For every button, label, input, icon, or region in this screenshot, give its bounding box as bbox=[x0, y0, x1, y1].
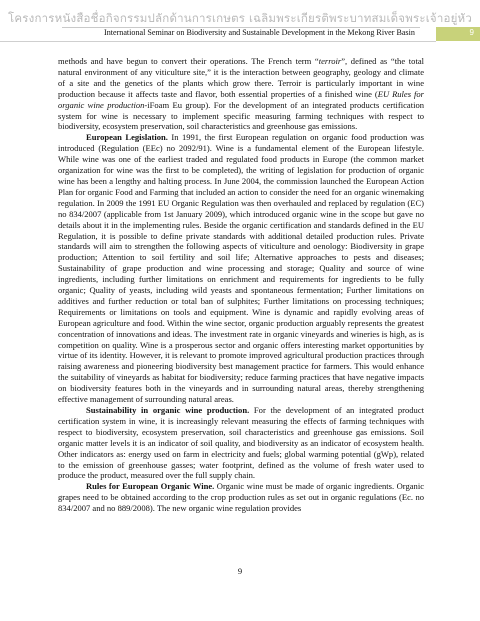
footer-page-number: 9 bbox=[237, 566, 243, 576]
paragraph-text: For the development of an integrated product certification system in wine, it is increasingly relevant measuring the effects of farming techniques with respect to biodiversity, ecosystem preservation, soil characteristics and greenhouse gas emissions. Soil organic matter levels it is an indicator of soil quality, and biodiversity as an indicator of ecosystem health. Other indicators as: energy used on farm in electricity and fuels; global warming potential (gWp), related to the emission of greenhouse gasses; water footprint, defined as the volume of fresh water used to produce the product, measured over the full supply chain. bbox=[58, 405, 424, 481]
section-heading: European Legislation. bbox=[86, 132, 168, 143]
section-heading: Rules for European Organic Wine. bbox=[86, 481, 215, 492]
term-terroir: terroir bbox=[318, 56, 342, 66]
header-seminar-title: International Seminar on Biodiversity and Sustainable Development in the Mekong River Basin bbox=[104, 28, 415, 37]
page-tab-number: 9 bbox=[469, 28, 474, 37]
paragraph-sustainability bbox=[58, 405, 424, 481]
paragraph-european-legislation bbox=[58, 132, 424, 405]
reference-title: EU Rules for organic wine production bbox=[58, 88, 424, 110]
paragraph-text: methods and have begun to convert their operations. The French term “ bbox=[58, 56, 319, 66]
page-number-tab bbox=[436, 27, 480, 41]
header-thai-title: โครงการหนังสือชื่อกิจกรรมปลักด้านการเกษตร เฉลิมพระเกียรติพระบาทสมเด็จพระเจ้าอยู่หัว bbox=[8, 11, 472, 25]
body-text bbox=[58, 56, 424, 514]
paragraph-terroir bbox=[58, 56, 424, 132]
header-bottom-rule bbox=[0, 41, 436, 42]
paragraph-rules-organic-wine bbox=[58, 481, 424, 514]
page-header bbox=[0, 6, 480, 46]
paragraph-text: -iFoam Eu group). For the development of an integrated products certification system for wine is necessary to implement specific measuring farming techniques with respect to biodiversity, ecosystem preservation, soil characteristics and greenhouse gas emissions. bbox=[58, 99, 424, 132]
paragraph-text: ”, defined as “the total natural environment of any viticulture site,” it is the interaction between geography, geology and climate of a site and the genetics of the plants which grow there. Terroir is particularly important in wine production because it affects taste and flavor, both essential properties of a finished wine ( bbox=[58, 56, 424, 99]
paragraph-text: In 1991, the first European regulation on organic food production was introduced (Regulation (EEc) no 2092/91). Wine is a fundamental element of the European lifestyle. While wine was one of the earliest traded and regulated food products in Europe (the common market organization for wine was the first to be completed), the writing of legislation for production of organic wine has been a lengthy and halting process. In June 2004, the commission launched the European Action Plan for organic Food and Farming that included an action to consider the need for an organic winemaking regulation. In 2009 the 1991 EU Organic Regulation was then overhauled and replaced by regulation (EC) no 834/2007 (applicable from 1st January 2009), which introduced organic wine in the scope but gave no details about it in the implementing rules. Beside the organic certification and standards defined in the EU Regulation, it is possible to define private standards with additional detailed production rules. Private standards will aim to strengthen the following aspects of viticulture and oenology: Biodiversity in grape production; Attention to soil fertility and soil life; Alternative approaches to pests and diseases; Sustainability of grape production and wine processing and storage; Quality and source of wine ingredients, including further limitations on enrichment and requirements for ingredients to be fully organic; Quality of yeasts, including wild yeasts and spontaneous fermentation; Further limitations on additives and further reduction or total ban of sulphites; Further limitations on processing techniques; Requirements or limitations on tools and equipment. Wine is dynamic and rapidly evolving areas of European agriculture and food. Within the wine sector, organic production arguably represents the greatest concentration of innovations and ideas. The investment rate in organic vineyards and wineries is high, as is competition on quality. Wine is a prosperous sector and organic offers interesting market opportunities by virtue of its identity. However, it is relevant to promote improved agricultural production practices through raising awareness and pioneering biodiversity best management practice for farmers. This would enhance the suitability of vineyards as habitat for biodiversity; reduce farming practices that have negative impacts on biodiversity features both in the vineyards and in surrounding natural areas, thereby strengthening effective management of surrounding natural areas. bbox=[58, 132, 424, 405]
section-heading: Sustainability in organic wine production. bbox=[86, 405, 250, 415]
paragraph-text: Organic wine must be made of organic ingredients. Organic grapes need to be obtained according to the crop production rules as set out in organic regulations (Ec. no 834/2007 and no 889/2008). The new organic wine regulation provides bbox=[58, 481, 424, 514]
